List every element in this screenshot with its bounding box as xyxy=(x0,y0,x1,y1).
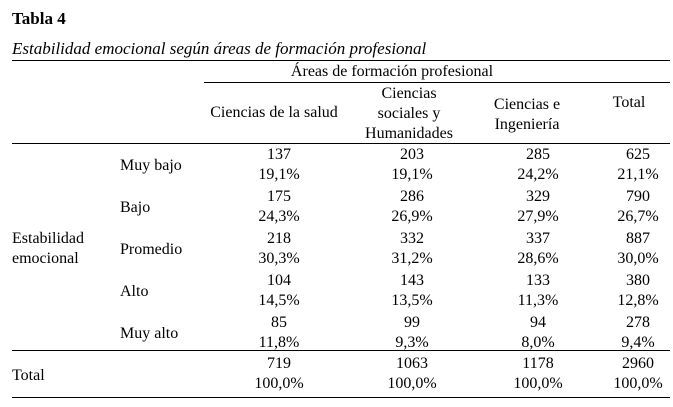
count-cell: 278 xyxy=(626,314,650,331)
total-count-cell: 1178 xyxy=(522,355,554,372)
percent-cell: 30,3% xyxy=(258,250,300,267)
count-cell: 337 xyxy=(526,230,550,247)
total-rule xyxy=(12,350,670,351)
row-group-label-1: Estabilidad xyxy=(12,230,84,247)
col-header-sociales-3: Humanidades xyxy=(365,125,453,142)
percent-cell: 19,1% xyxy=(258,166,300,183)
count-cell: 329 xyxy=(526,188,550,205)
percent-cell: 24,2% xyxy=(517,166,559,183)
percent-cell: 12,8% xyxy=(617,292,659,309)
total-count-cell: 2960 xyxy=(622,355,654,372)
percent-cell: 11,8% xyxy=(258,334,300,351)
percent-cell: 27,9% xyxy=(517,208,559,225)
count-cell: 887 xyxy=(626,230,650,247)
total-row-label: Total xyxy=(12,367,45,384)
count-cell: 143 xyxy=(400,272,424,289)
col-header-ingenieria-2: Ingeniería xyxy=(494,116,560,133)
total-count-cell: 1063 xyxy=(396,355,428,372)
total-percent-cell: 100,0% xyxy=(387,375,437,392)
count-cell: 133 xyxy=(526,272,550,289)
percent-cell: 24,3% xyxy=(258,208,300,225)
count-cell: 790 xyxy=(626,188,650,205)
percent-cell: 26,7% xyxy=(617,208,659,225)
table-title: Estabilidad emocional según áreas de formación profesional xyxy=(12,39,427,58)
row-group-label-2: emocional xyxy=(12,250,79,267)
count-cell: 285 xyxy=(526,146,550,163)
col-header-total: Total xyxy=(612,94,646,111)
total-percent-cell: 100,0% xyxy=(513,375,563,392)
count-cell: 175 xyxy=(267,188,291,205)
header-rule xyxy=(12,143,670,144)
count-cell: 380 xyxy=(626,272,650,289)
percent-cell: 11,3% xyxy=(517,292,559,309)
percent-cell: 19,1% xyxy=(391,166,433,183)
count-cell: 85 xyxy=(271,314,287,331)
percent-cell: 21,1% xyxy=(617,166,659,183)
total-percent-cell: 100,0% xyxy=(613,375,663,392)
percent-cell: 31,2% xyxy=(391,250,433,267)
header-group-rule xyxy=(204,82,670,83)
percent-cell: 28,6% xyxy=(517,250,559,267)
percent-cell: 30,0% xyxy=(617,250,659,267)
count-cell: 94 xyxy=(530,314,546,331)
row-label: Muy bajo xyxy=(120,157,182,174)
percent-cell: 13,5% xyxy=(391,292,433,309)
count-cell: 99 xyxy=(404,314,420,331)
count-cell: 286 xyxy=(400,188,424,205)
col-header-ingenieria-1: Ciencias e xyxy=(493,96,561,113)
count-cell: 332 xyxy=(400,230,424,247)
row-label: Bajo xyxy=(120,199,151,216)
percent-cell: 8,0% xyxy=(521,334,555,351)
percent-cell: 9,3% xyxy=(395,334,429,351)
col-header-salud: Ciencias de la salud xyxy=(210,104,338,121)
count-cell: 625 xyxy=(626,146,650,163)
percent-cell: 26,9% xyxy=(391,208,433,225)
col-header-sociales-2: sociales y xyxy=(377,105,441,122)
row-label: Alto xyxy=(120,283,149,300)
row-label: Promedio xyxy=(120,241,183,258)
top-rule xyxy=(12,60,670,61)
percent-cell: 14,5% xyxy=(258,292,300,309)
row-label: Muy alto xyxy=(120,325,179,342)
total-count-cell: 719 xyxy=(267,355,291,372)
total-percent-cell: 100,0% xyxy=(254,375,304,392)
bottom-rule xyxy=(12,397,670,398)
count-cell: 203 xyxy=(400,146,424,163)
col-header-sociales-1: Ciencias xyxy=(381,85,437,102)
count-cell: 137 xyxy=(267,146,291,163)
table-number: Tabla 4 xyxy=(12,9,66,28)
header-group: Áreas de formación profesional xyxy=(290,63,494,80)
percent-cell: 9,4% xyxy=(621,334,655,351)
count-cell: 218 xyxy=(267,230,291,247)
count-cell: 104 xyxy=(267,272,291,289)
